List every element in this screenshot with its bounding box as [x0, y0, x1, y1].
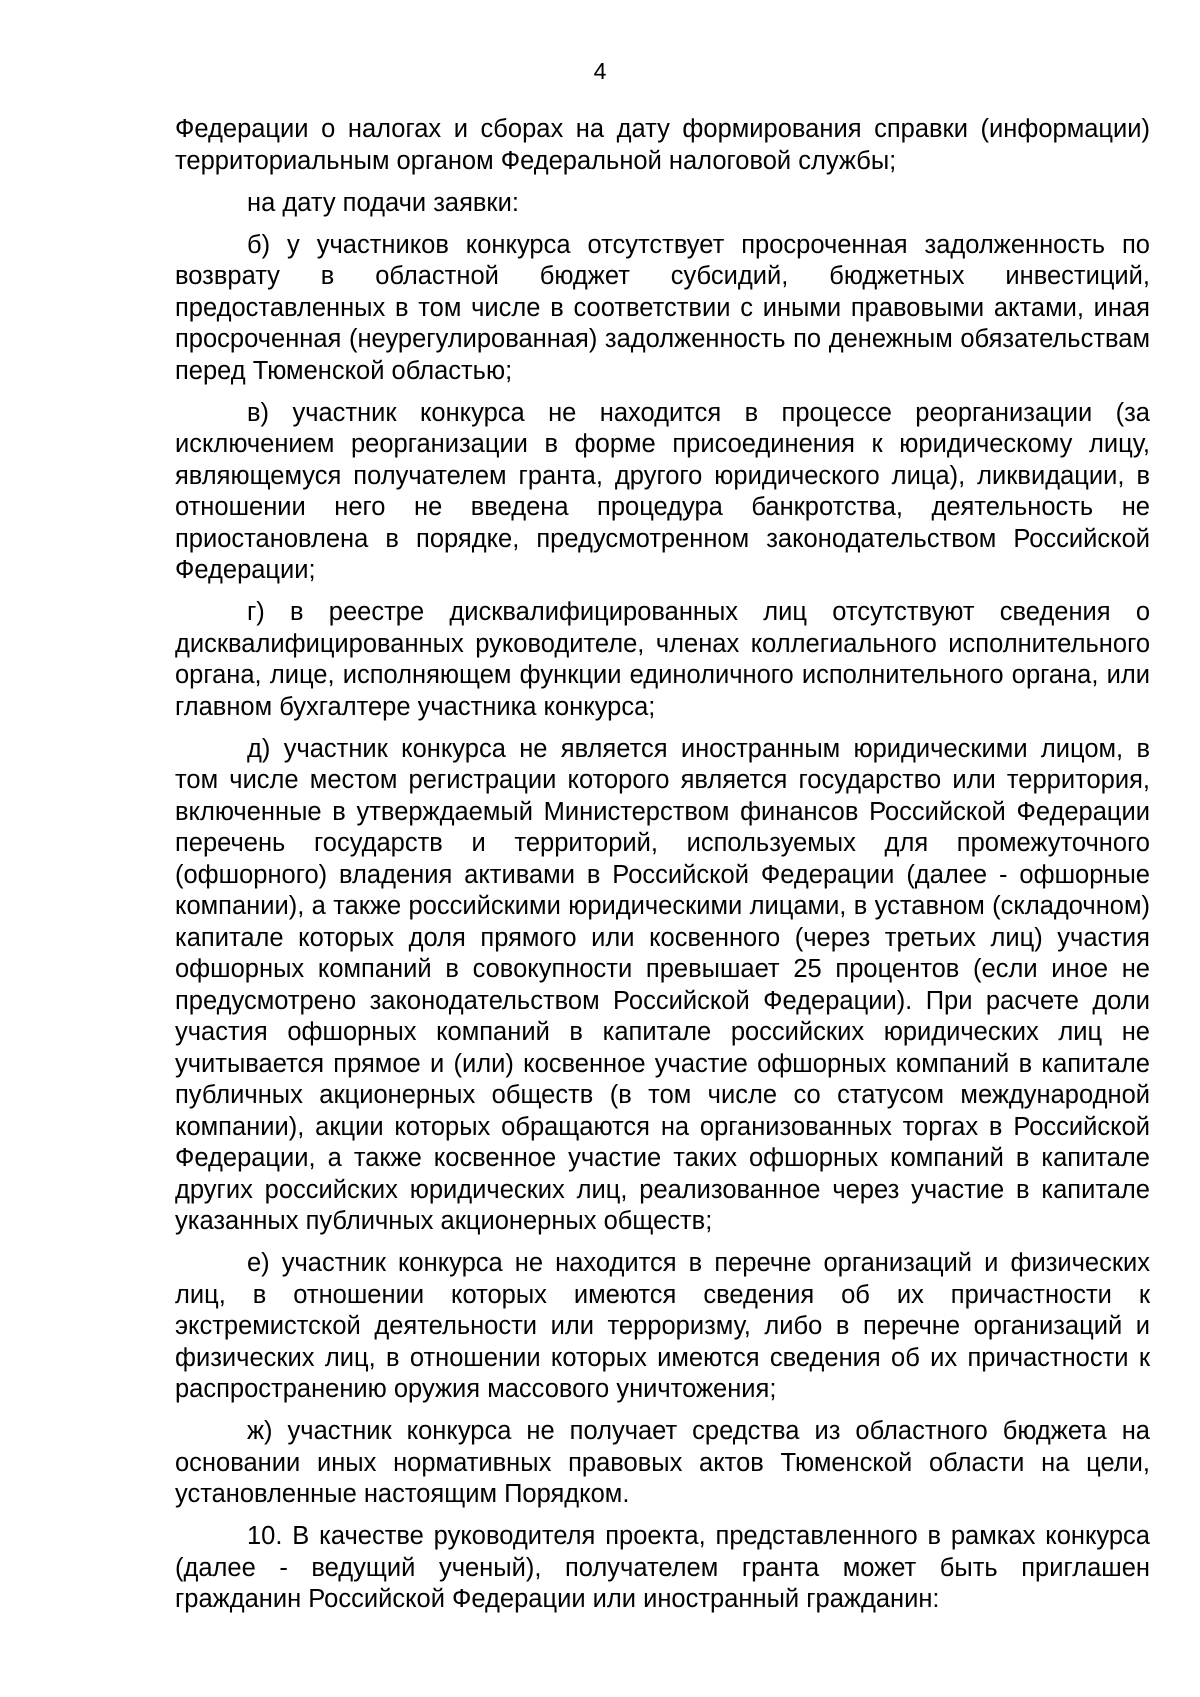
paragraph-continuation: Федерации о налогах и сборах на дату формирования справки (информации) территориальным органом Федеральной налоговой службы;: [175, 115, 1150, 175]
document-body: [175, 114, 1150, 1626]
paragraph-application-date: на дату подачи заявки:: [247, 188, 519, 217]
paragraph-zh: ж) участник конкурса не получает средства из областного бюджета на основании иных нормативных правовых актов Тюменской области на цели, установленные настоящим Порядком.: [175, 1417, 1150, 1508]
paragraph-g: г) в реестре дисквалифицированных лиц отсутствуют сведения о дисквалифицированных руководителе, членах коллегиального исполнительного органа, лице, исполняющем функции единоличного исполнительного органа, или главном бухгалтере участника конкурса;: [175, 598, 1150, 721]
paragraph-e: е) участник конкурса не находится в перечне организаций и физических лиц, в отношении которых имеются сведения об их причастности к экстремистской деятельности или терроризму, либо в перечне организаций и физических лиц, в отношении которых имеются сведения об их причастности к распространению оружия массового уничтожения;: [175, 1249, 1150, 1403]
paragraph-d: д) участник конкурса не является иностранным юридическими лицом, в том числе местом регистрации которого является государство или территория, включенные в утверждаемый Министерством финансов Российской Федерации перечень государств и территорий, используемых для промежуточного (офшорного) владения активами в Российской Федерации (далее - офшорные компании), а также российскими юридическими лицами, в уставном (складочном) капитале которых доля прямого или косвенного (через третьих лиц) участия офшорных компаний в совокупности превышает 25 процентов (если иное не предусмотрено законодательством Российской Федерации). При расчете доли участия офшорных компаний в капитале российских юридических лиц не учитывается прямое и (или) косвенное участие офшорных компаний в капитале публичных акционерных обществ (в том числе со статусом международной компании), акции которых обращаются на организованных торгах в Российской Федерации, а также косвенное участие таких офшорных компаний в капитале других российских юридических лиц, реализованное через участие в капитале указанных публичных акционерных обществ;: [175, 734, 1150, 1235]
page-number: 4: [593, 58, 607, 84]
paragraph-v: в) участник конкурса не находится в процессе реорганизации (за исключением реорганизации в форме присоединения к юридическому лицу, являющемуся получателем гранта, другого юридического лица), ликвидации, в отношении него не введена процедура банкротства, деятельность не приостановлена в порядке, предусмотренном законодательством Российской Федерации;: [175, 398, 1150, 584]
paragraph-10: 10. В качестве руководителя проекта, представленного в рамках конкурса (далее - ведущий ученый), получателем гранта может быть приглашен гражданин Российской Федерации или иностранный гражданин:: [175, 1522, 1150, 1613]
paragraph-b: б) у участников конкурса отсутствует просроченная задолженность по возврату в областной бюджет субсидий, бюджетных инвестиций, предоставленных в том числе в соответствии с иными правовыми актами, иная просроченная (неурегулированная) задолженность по денежным обязательствам перед Тюменской областью;: [175, 230, 1150, 385]
